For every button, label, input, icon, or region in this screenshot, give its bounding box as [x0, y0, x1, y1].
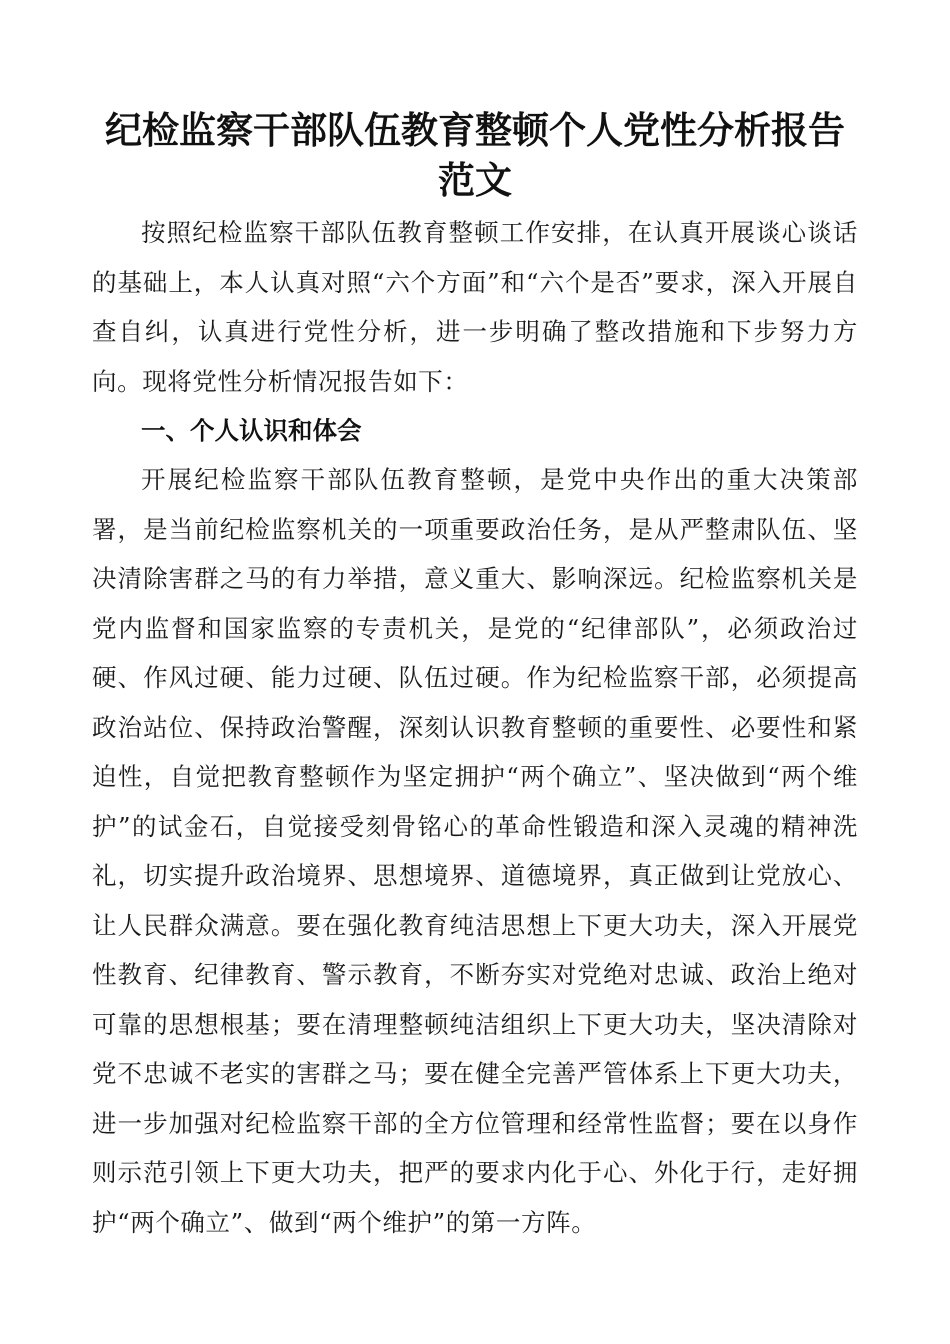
section-heading: 一、个人认识和体会	[141, 416, 362, 445]
intro-paragraph: 按照纪检监察干部队伍教育整顿工作安排，在认真开展谈心谈话的基础上，本人认真对照“六个方面”和“六个是否”要求，深入开展自查自纠，认真进行党性分析，进一步明确了整改措施和下步努力方向。现将党性分析情况报告如下：	[92, 218, 858, 396]
section-paragraph: 开展纪检监察干部队伍教育整顿，是党中央作出的重大决策部署，是当前纪检监察机关的一项重要政治任务，是从严整肃队伍、坚决清除害群之马的有力举措，意义重大、影响深远。纪检监察机关是党内监督和国家监察的专责机关，是党的“纪律部队”，必须政治过硬、作风过硬、能力过硬、队伍过硬。作为纪检监察干部，必须提高政治站位、保持政治警醒，深刻认识教育整顿的重要性、必要性和紧迫性，自觉把教育整顿作为坚定拥护“两个确立”、坚决做到“两个维护”的试金石，自觉接受刻骨铭心的革命性锻造和深入灵魂的精神洗礼，切实提升政治境界、思想境界、道德境界，真正做到让党放心、让人民群众满意。要在强化教育纯洁思想上下更大功夫，深入开展党性教育、纪律教育、警示教育，不断夯实对党绝对忠诚、政治上绝对可靠的思想根基；要在清理整顿纯洁组织上下更大功夫，坚决清除对党不忠诚不老实的害群之马；要在健全完善严管体系上下更大功夫，进一步加强对纪检监察干部的全方位管理和经常性监督；要在以身作则示范引领上下更大功夫，把严的要求内化于心、外化于行，走好拥护“两个确立”、做到“两个维护”的第一方阵。	[92, 465, 858, 1237]
document-title: 纪检监察干部队伍教育整顿个人党性分析报告范文	[105, 109, 845, 202]
